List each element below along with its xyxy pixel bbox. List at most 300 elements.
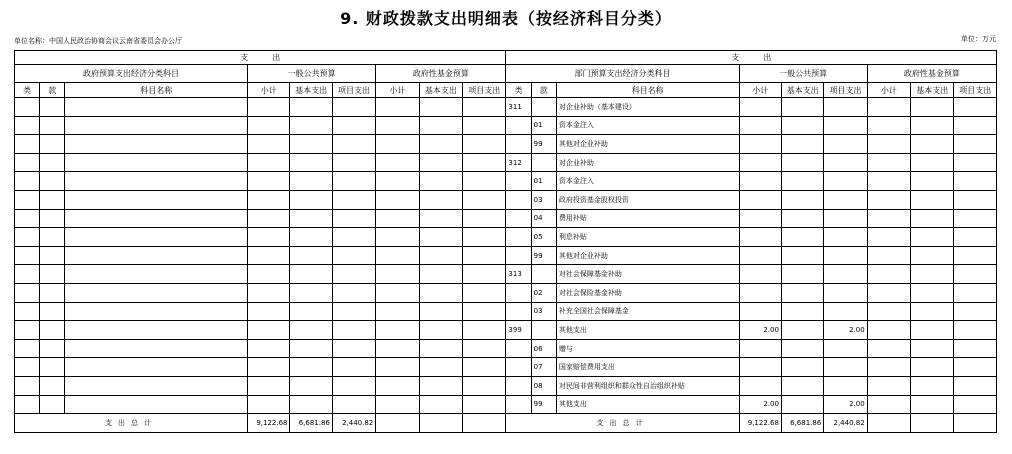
left-empty-cell	[40, 190, 65, 209]
row-fund-cell	[954, 302, 997, 321]
left-econ-header: 政府预算支出经济分类科目	[15, 65, 248, 83]
row-fund-cell	[954, 190, 997, 209]
row-basic	[781, 190, 823, 209]
row-fund-cell	[911, 135, 954, 154]
left-empty-cell	[248, 302, 290, 321]
left-empty-cell	[332, 135, 375, 154]
left-empty-cell	[332, 302, 375, 321]
left-empty-cell	[376, 116, 419, 135]
left-empty-cell	[65, 153, 248, 172]
left-total-subtotal: 9,122.68	[248, 414, 290, 433]
row-fund-cell	[867, 153, 910, 172]
left-empty-cell	[15, 321, 40, 340]
left-empty-cell	[65, 321, 248, 340]
table-row	[15, 321, 997, 340]
left-empty-cell	[290, 339, 332, 358]
row-lei	[506, 209, 531, 228]
row-kuan: 02	[531, 283, 556, 302]
left-total-fund-basic	[419, 414, 462, 433]
left-empty-cell	[376, 228, 419, 247]
right-total-fund-subtotal	[867, 414, 910, 433]
row-fund-cell	[911, 190, 954, 209]
row-kuan: 99	[531, 395, 556, 414]
left-empty-cell	[419, 302, 462, 321]
row-fund-cell	[954, 376, 997, 395]
row-basic	[781, 98, 823, 117]
row-lei	[506, 395, 531, 414]
table-row	[15, 358, 997, 377]
left-empty-cell	[290, 376, 332, 395]
row-lei	[506, 339, 531, 358]
row-fund-cell	[867, 283, 910, 302]
left-empty-cell	[463, 98, 506, 117]
row-basic	[781, 265, 823, 284]
row-fund-cell	[911, 358, 954, 377]
row-basic	[781, 135, 823, 154]
row-kuan: 07	[531, 358, 556, 377]
row-name: 对企业补助	[556, 153, 739, 172]
col-kuan: 款	[40, 83, 65, 98]
row-name: 资本金注入	[556, 172, 739, 191]
col-subtotal: 小计	[248, 83, 290, 98]
row-fund-cell	[911, 339, 954, 358]
row-fund-cell	[954, 153, 997, 172]
row-kuan	[531, 98, 556, 117]
row-kuan: 99	[531, 246, 556, 265]
left-empty-cell	[463, 321, 506, 340]
row-name: 其他支出	[556, 321, 739, 340]
left-empty-cell	[65, 302, 248, 321]
left-empty-cell	[248, 116, 290, 135]
left-empty-cell	[332, 246, 375, 265]
left-empty-cell	[15, 246, 40, 265]
left-empty-cell	[419, 228, 462, 247]
row-kuan: 01	[531, 172, 556, 191]
row-basic	[781, 172, 823, 191]
row-kuan: 99	[531, 135, 556, 154]
row-subtotal	[739, 153, 781, 172]
left-empty-cell	[40, 302, 65, 321]
row-fund-cell	[867, 395, 910, 414]
row-project: 2.00	[824, 395, 867, 414]
row-name: 费用补贴	[556, 209, 739, 228]
row-fund-cell	[954, 265, 997, 284]
left-empty-cell	[419, 246, 462, 265]
left-empty-cell	[376, 395, 419, 414]
left-empty-cell	[376, 135, 419, 154]
row-lei	[506, 358, 531, 377]
right-group-header: 支 出	[506, 51, 997, 65]
col-subtotal: 小计	[867, 83, 910, 98]
left-empty-cell	[65, 376, 248, 395]
table-row	[15, 116, 997, 135]
left-empty-cell	[15, 265, 40, 284]
left-empty-cell	[376, 358, 419, 377]
left-empty-cell	[463, 228, 506, 247]
row-lei: 312	[506, 153, 531, 172]
row-fund-cell	[911, 302, 954, 321]
row-name: 资本金注入	[556, 116, 739, 135]
left-empty-cell	[40, 321, 65, 340]
left-empty-cell	[290, 283, 332, 302]
col-subtotal: 小计	[376, 83, 419, 98]
left-empty-cell	[332, 265, 375, 284]
table-body	[15, 98, 997, 414]
left-empty-cell	[419, 376, 462, 395]
left-empty-cell	[463, 116, 506, 135]
left-empty-cell	[376, 172, 419, 191]
row-basic	[781, 228, 823, 247]
left-empty-cell	[332, 321, 375, 340]
left-empty-cell	[419, 395, 462, 414]
left-empty-cell	[463, 376, 506, 395]
left-empty-cell	[419, 209, 462, 228]
row-name: 补充全国社会保障基金	[556, 302, 739, 321]
row-fund-cell	[911, 98, 954, 117]
row-project: 2.00	[824, 321, 867, 340]
row-fund-cell	[867, 321, 910, 340]
row-lei	[506, 172, 531, 191]
left-empty-cell	[376, 246, 419, 265]
row-name: 对企业补助（基本建设）	[556, 98, 739, 117]
row-name: 其他对企业补助	[556, 135, 739, 154]
row-fund-cell	[954, 172, 997, 191]
row-fund-cell	[911, 265, 954, 284]
right-total-project: 2,440.82	[824, 414, 867, 433]
row-fund-cell	[867, 246, 910, 265]
row-project	[824, 135, 867, 154]
table-row	[15, 172, 997, 191]
row-project	[824, 172, 867, 191]
left-empty-cell	[65, 209, 248, 228]
row-kuan: 08	[531, 376, 556, 395]
row-subtotal	[739, 172, 781, 191]
row-project	[824, 339, 867, 358]
right-general-budget-header: 一般公共预算	[739, 65, 867, 83]
left-empty-cell	[40, 135, 65, 154]
row-name: 其他对企业补助	[556, 246, 739, 265]
row-basic	[781, 339, 823, 358]
left-empty-cell	[419, 358, 462, 377]
row-subtotal	[739, 283, 781, 302]
left-empty-cell	[40, 116, 65, 135]
table-row	[15, 190, 997, 209]
row-basic	[781, 376, 823, 395]
left-empty-cell	[290, 321, 332, 340]
row-subtotal	[739, 246, 781, 265]
left-empty-cell	[463, 358, 506, 377]
row-fund-cell	[911, 376, 954, 395]
left-empty-cell	[290, 228, 332, 247]
row-fund-cell	[954, 116, 997, 135]
totals-row	[15, 414, 997, 433]
row-subtotal: 2.00	[739, 395, 781, 414]
row-subtotal	[739, 358, 781, 377]
right-total-label: 支出总计	[506, 414, 739, 433]
col-subtotal: 小计	[739, 83, 781, 98]
left-total-fund-project	[463, 414, 506, 433]
left-empty-cell	[332, 283, 375, 302]
left-empty-cell	[65, 395, 248, 414]
table-row	[15, 376, 997, 395]
left-empty-cell	[376, 153, 419, 172]
left-empty-cell	[15, 395, 40, 414]
row-fund-cell	[911, 172, 954, 191]
col-basic: 基本支出	[911, 83, 954, 98]
row-name: 对社会保障基金补助	[556, 265, 739, 284]
left-empty-cell	[376, 339, 419, 358]
col-lei: 类	[506, 83, 531, 98]
row-fund-cell	[867, 265, 910, 284]
left-empty-cell	[15, 209, 40, 228]
row-project	[824, 302, 867, 321]
row-fund-cell	[867, 228, 910, 247]
left-total-basic: 6,681.86	[290, 414, 332, 433]
row-fund-cell	[911, 395, 954, 414]
row-lei	[506, 283, 531, 302]
row-fund-cell	[867, 302, 910, 321]
row-lei: 399	[506, 321, 531, 340]
row-fund-cell	[867, 98, 910, 117]
left-empty-cell	[65, 172, 248, 191]
col-project: 项目支出	[824, 83, 867, 98]
row-name: 其他支出	[556, 395, 739, 414]
row-project	[824, 153, 867, 172]
left-empty-cell	[40, 376, 65, 395]
row-basic	[781, 302, 823, 321]
row-basic	[781, 283, 823, 302]
left-empty-cell	[15, 228, 40, 247]
left-empty-cell	[15, 116, 40, 135]
row-basic	[781, 358, 823, 377]
row-fund-cell	[954, 246, 997, 265]
left-empty-cell	[65, 358, 248, 377]
row-kuan	[531, 153, 556, 172]
left-empty-cell	[419, 190, 462, 209]
row-lei: 313	[506, 265, 531, 284]
row-project	[824, 209, 867, 228]
left-empty-cell	[463, 190, 506, 209]
left-empty-cell	[15, 135, 40, 154]
row-project	[824, 98, 867, 117]
table-row	[15, 246, 997, 265]
row-name: 赠与	[556, 339, 739, 358]
left-empty-cell	[40, 395, 65, 414]
table-row	[15, 339, 997, 358]
row-fund-cell	[954, 135, 997, 154]
left-group-header: 支 出	[15, 51, 506, 65]
left-empty-cell	[40, 153, 65, 172]
left-empty-cell	[419, 265, 462, 284]
left-empty-cell	[65, 98, 248, 117]
left-empty-cell	[248, 190, 290, 209]
row-fund-cell	[867, 172, 910, 191]
row-fund-cell	[954, 358, 997, 377]
left-empty-cell	[376, 209, 419, 228]
col-basic: 基本支出	[781, 83, 823, 98]
table-row	[15, 302, 997, 321]
row-fund-cell	[954, 283, 997, 302]
row-lei: 311	[506, 98, 531, 117]
row-project	[824, 265, 867, 284]
left-empty-cell	[332, 98, 375, 117]
row-basic	[781, 321, 823, 340]
row-fund-cell	[911, 283, 954, 302]
row-fund-cell	[911, 153, 954, 172]
left-empty-cell	[15, 376, 40, 395]
row-subtotal	[739, 339, 781, 358]
col-project: 项目支出	[954, 83, 997, 98]
left-empty-cell	[65, 339, 248, 358]
left-total-label: 支出总计	[15, 414, 248, 433]
col-kuan: 款	[531, 83, 556, 98]
left-empty-cell	[40, 339, 65, 358]
row-lei	[506, 376, 531, 395]
row-fund-cell	[954, 395, 997, 414]
left-empty-cell	[15, 283, 40, 302]
row-subtotal	[739, 190, 781, 209]
right-total-subtotal: 9,122.68	[739, 414, 781, 433]
row-project	[824, 228, 867, 247]
left-empty-cell	[332, 153, 375, 172]
left-empty-cell	[40, 209, 65, 228]
row-project	[824, 246, 867, 265]
col-name: 科目名称	[65, 83, 248, 98]
row-fund-cell	[954, 339, 997, 358]
left-empty-cell	[290, 395, 332, 414]
row-lei	[506, 116, 531, 135]
left-empty-cell	[65, 190, 248, 209]
left-empty-cell	[15, 302, 40, 321]
left-empty-cell	[419, 172, 462, 191]
left-empty-cell	[15, 358, 40, 377]
left-empty-cell	[419, 153, 462, 172]
row-basic	[781, 395, 823, 414]
table-row	[15, 228, 997, 247]
left-empty-cell	[332, 358, 375, 377]
right-fund-budget-header: 政府性基金预算	[867, 65, 996, 83]
row-kuan: 06	[531, 339, 556, 358]
row-kuan: 01	[531, 116, 556, 135]
left-empty-cell	[290, 172, 332, 191]
left-empty-cell	[40, 228, 65, 247]
left-empty-cell	[419, 283, 462, 302]
left-empty-cell	[332, 116, 375, 135]
left-empty-cell	[376, 321, 419, 340]
left-empty-cell	[376, 283, 419, 302]
left-empty-cell	[40, 265, 65, 284]
left-empty-cell	[463, 209, 506, 228]
unit-name: 单位名称：中国人民政治协商会议云南省委员会办公厅	[14, 37, 182, 45]
left-empty-cell	[40, 358, 65, 377]
table-row	[15, 395, 997, 414]
row-fund-cell	[911, 228, 954, 247]
row-name: 对社会保险基金补助	[556, 283, 739, 302]
left-empty-cell	[65, 265, 248, 284]
left-empty-cell	[15, 98, 40, 117]
row-name: 对民间非营利组织和群众性自治组织补贴	[556, 376, 739, 395]
right-econ-header: 部门预算支出经济分类科目	[506, 65, 739, 83]
left-empty-cell	[376, 190, 419, 209]
left-empty-cell	[290, 190, 332, 209]
left-empty-cell	[248, 358, 290, 377]
left-fund-budget-header: 政府性基金预算	[376, 65, 506, 83]
left-empty-cell	[248, 246, 290, 265]
row-kuan	[531, 321, 556, 340]
left-empty-cell	[332, 228, 375, 247]
row-subtotal	[739, 116, 781, 135]
row-fund-cell	[954, 209, 997, 228]
left-empty-cell	[290, 135, 332, 154]
row-lei	[506, 246, 531, 265]
row-subtotal	[739, 98, 781, 117]
left-empty-cell	[376, 265, 419, 284]
row-fund-cell	[867, 116, 910, 135]
row-project	[824, 358, 867, 377]
left-empty-cell	[290, 153, 332, 172]
left-empty-cell	[248, 135, 290, 154]
row-lei	[506, 228, 531, 247]
left-empty-cell	[290, 358, 332, 377]
left-empty-cell	[248, 283, 290, 302]
col-project: 项目支出	[332, 83, 375, 98]
row-fund-cell	[954, 228, 997, 247]
left-empty-cell	[419, 98, 462, 117]
left-empty-cell	[332, 190, 375, 209]
left-empty-cell	[248, 265, 290, 284]
left-empty-cell	[290, 209, 332, 228]
left-empty-cell	[463, 395, 506, 414]
row-fund-cell	[911, 246, 954, 265]
row-fund-cell	[911, 321, 954, 340]
row-lei	[506, 135, 531, 154]
left-empty-cell	[376, 98, 419, 117]
row-fund-cell	[867, 358, 910, 377]
left-empty-cell	[15, 339, 40, 358]
left-empty-cell	[332, 395, 375, 414]
left-empty-cell	[290, 265, 332, 284]
col-name: 科目名称	[556, 83, 739, 98]
row-fund-cell	[954, 98, 997, 117]
left-empty-cell	[248, 339, 290, 358]
table-row	[15, 135, 997, 154]
left-empty-cell	[419, 116, 462, 135]
unit-label: 单位：万元	[961, 35, 996, 43]
left-empty-cell	[463, 265, 506, 284]
row-basic	[781, 209, 823, 228]
row-basic	[781, 153, 823, 172]
left-empty-cell	[40, 172, 65, 191]
left-general-budget-header: 一般公共预算	[248, 65, 376, 83]
row-fund-cell	[867, 209, 910, 228]
table-row	[15, 98, 997, 117]
left-empty-cell	[65, 228, 248, 247]
row-subtotal	[739, 376, 781, 395]
left-empty-cell	[376, 376, 419, 395]
row-fund-cell	[867, 376, 910, 395]
left-empty-cell	[248, 172, 290, 191]
row-subtotal	[739, 135, 781, 154]
left-empty-cell	[40, 98, 65, 117]
left-empty-cell	[248, 153, 290, 172]
row-project	[824, 376, 867, 395]
row-subtotal	[739, 228, 781, 247]
left-empty-cell	[463, 302, 506, 321]
row-name: 国家赔偿费用支出	[556, 358, 739, 377]
left-empty-cell	[65, 283, 248, 302]
row-subtotal	[739, 302, 781, 321]
left-empty-cell	[65, 116, 248, 135]
